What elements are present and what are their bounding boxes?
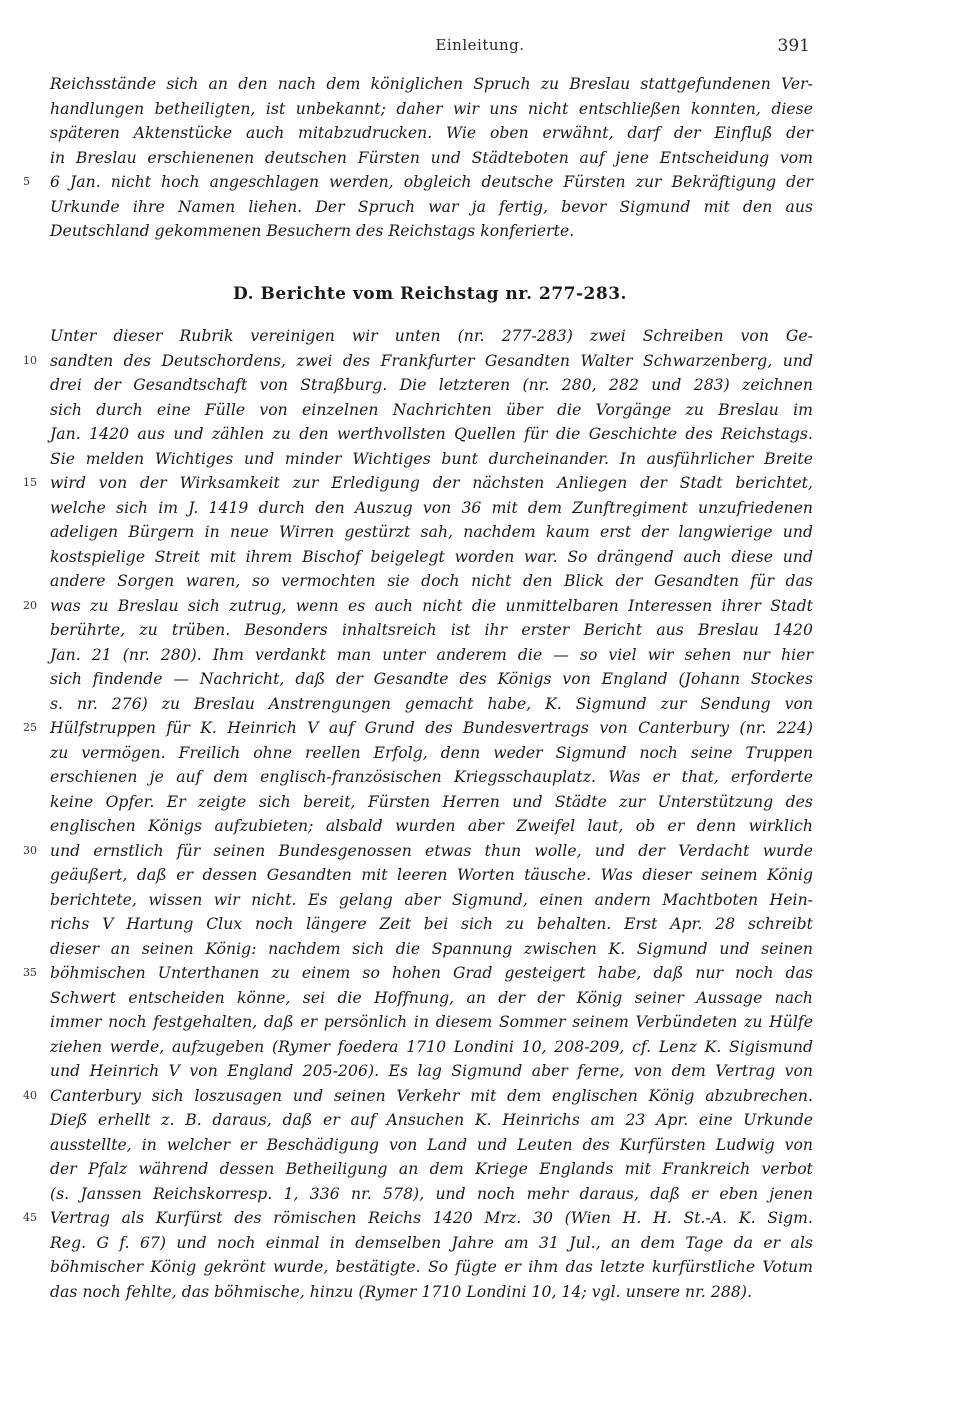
intro-paragraph [23,72,813,244]
text-line [50,765,813,790]
line-text: Canterbury sich loszusagen und seinen Verkehr mit dem englischen König abzubrechen. [50,1086,813,1105]
line-number: 20 [23,598,38,612]
line-text: Vertrag als Kurfürst des römischen Reichs 1420 Mrz. 30 (Wien H. H. St.-A. K. Sigm. [50,1209,813,1227]
line-text: andere Sorgen waren, so vermochten sie doch nicht den Blick der Gesandten für das [50,572,813,590]
line-text: böhmischen Unterthanen zu einem so hohen Grad gesteigert habe, daß nur noch das [50,964,813,982]
line-text: Jan. 21 (nr. 280). Ihm verdankt man unter anderem die — so viel wir sehen nur hier [50,645,813,664]
line-text: (s. Janssen Reichskorresp. 1, 336 nr. 578), und noch mehr daraus, daß er eben jenen [50,1184,813,1203]
text-line [50,72,813,97]
line-text: ausstellte, in welcher er Beschädigung von Land und Leuten des Kurfürsten Ludwig von [50,1135,813,1154]
text-line [23,1084,813,1109]
text-line [50,447,813,472]
line-text: späteren Aktenstücke auch mitabzudrucken. Wie oben erwähnt, darf der Einfluß der [50,124,813,142]
text-line [50,219,813,244]
line-text: sich durch eine Fülle von einzelnen Nachrichten über die Vorgänge zu Breslau im [50,400,813,419]
line-text: 6 Jan. nicht hoch angeschlagen werden, obgleich deutsche Fürsten zur Bekräftigung der [50,173,813,191]
text-line [23,349,813,374]
line-text: und ernstlich für seinen Bundesgenossen etwas thun wolle, und der Verdacht wurde [50,841,813,860]
line-text: böhmischer König gekrönt wurde, bestätigte. So fügte er ihm das letzte kurfürstliche Votum [50,1258,813,1276]
text-line [50,97,813,122]
text-line [23,961,813,986]
line-text: Reichsstände sich an den nach dem königlichen Spruch zu Breslau stattgefundenen Ver- [50,75,813,93]
text-line [50,643,813,668]
line-text: s. nr. 276) zu Breslau Anstrengungen gemacht habe, K. Sigmund zur Sendung von [50,694,813,713]
line-number: 45 [23,1211,38,1224]
line-text: was zu Breslau sich zutrug, wenn es auch nicht die unmittelbaren Interessen ihrer Stadt [50,596,813,615]
text-line [50,520,813,545]
text-line [23,1206,813,1231]
text-line [50,373,813,398]
text-line [50,937,813,962]
running-head-title: Einleitung. [435,36,525,54]
line-text: drei der Gesandtschaft von Straßburg. Die letzteren (nr. 280, 282 und 283) zeichnen [50,376,813,394]
text-line [50,1133,813,1158]
line-number: 5 [23,175,31,188]
text-line [50,422,813,447]
line-text: richs V Hartung Clux noch längere Zeit bei sich zu behalten. Erst Apr. 28 schreibt [50,915,813,933]
text-line [50,569,813,594]
text-line [50,121,813,146]
line-text: ziehen werde, aufzugeben (Rymer foedera 1710 Londini 10, 208-209, cf. Lenz K. Sigismund [50,1037,813,1056]
line-text: Urkunde ihre Namen liehen. Der Spruch war ja fertig, bevor Sigmund mit den aus [50,197,813,216]
text-line [23,170,813,195]
text-line [50,667,813,692]
text-line [50,692,813,717]
line-text: immer noch festgehalten, daß er persönlich in diesem Sommer seinem Verbündeten zu Hülfe [50,1013,813,1031]
section-body-paragraph [23,324,813,1304]
line-number: 40 [23,1088,38,1102]
line-text: Deutschland gekommenen Besuchern des Reichstags konferierte. [50,222,575,240]
text-line [50,1182,813,1207]
line-text: welche sich im J. 1419 durch den Auszug von 36 mit dem Zunftregiment unzufriedenen [50,498,813,517]
text-line [50,618,813,643]
text-line [50,1231,813,1256]
text-line [50,1010,813,1035]
line-text: Sie melden Wichtiges und minder Wichtiges bunt durcheinander. In ausführlicher Breite [50,449,813,468]
text-line [50,545,813,570]
line-text: Reg. G f. 67) und noch einmal in demselben Jahre am 31 Jul., an dem Tage da er als [50,1233,813,1252]
line-text: berührte, zu trüben. Besonders inhaltsreich ist ihr erster Bericht aus Breslau 1420 [50,621,813,639]
text-line [50,398,813,423]
line-text: in Breslau erschienenen deutschen Fürsten und Städteboten auf jene Entscheidung vom [50,148,813,167]
text-line [50,195,813,220]
text-line [23,471,813,496]
text-line [23,594,813,619]
line-text: sich findende — Nachricht, daß der Gesandte des Königs von England (Johann Stockes [50,670,813,688]
line-text: dieser an seinen König: nachdem sich die Spannung zwischen K. Sigmund und seinen [50,939,813,958]
text-line [50,912,813,937]
line-text: geäußert, daß er dessen Gesandten mit leeren Worten täusche. Was dieser seinem König [50,866,813,884]
text-line [50,1059,813,1084]
text-line [23,716,813,741]
page-number: 391 [777,36,810,56]
text-line [50,1255,813,1280]
line-text: Jan. 1420 aus und zählen zu den werthvollsten Quellen für die Geschichte des Reichstags. [50,425,813,443]
text-line [23,839,813,864]
text-line [50,146,813,171]
line-text: wird von der Wirksamkeit zur Erledigung der nächsten Anliegen der Stadt berichtet, [50,474,813,492]
line-text: keine Opfer. Er zeigte sich bereit, Fürsten Herren und Städte zur Unterstützung des [50,792,813,811]
text-line [50,1280,813,1305]
text-line [50,790,813,815]
line-text: der Pfalz während dessen Betheiligung an dem Kriege Englands mit Frankreich verbot [50,1160,813,1178]
line-text: kostspielige Streit mit ihrem Bischof beigelegt worden war. So drängend auch diese und [50,547,813,566]
text-line [50,496,813,521]
text-line [50,863,813,888]
text-line [50,986,813,1011]
line-number: 35 [23,966,38,979]
text-line [50,1035,813,1060]
line-number: 10 [23,353,38,367]
line-text: das noch fehlte, das böhmische, hinzu (Rymer 1710 Londini 10, 14; vgl. unsere nr. 288). [50,1282,752,1301]
text-line [50,324,813,349]
line-text: berichtete, wissen wir nicht. Es gelang aber Sigmund, einen andern Machtboten Hein- [50,890,813,909]
line-text: erschienen je auf dem englisch-französischen Kriegsschauplatz. Was er that, erforderte [50,768,813,786]
line-number: 15 [23,476,38,489]
section-heading: D. Berichte vom Reichstag nr. 277-283. [233,284,627,304]
line-text: adeligen Bürgern in neue Wirren gestürzt sah, nachdem kaum erst der langwierige und [50,523,813,541]
text-line [50,741,813,766]
line-text: Schwert entscheiden könne, sei die Hoffnung, an der der König seiner Aussage nach [50,988,813,1007]
line-text: Dieß erhellt z. B. daraus, daß er auf Ansuchen K. Heinrichs am 23 Apr. eine Urkunde [50,1111,813,1129]
text-line [50,1157,813,1182]
line-number: 25 [23,721,38,734]
line-text: zu vermögen. Freilich ohne reellen Erfolg, denn weder Sigmund noch seine Truppen [50,743,813,762]
line-text: Unter dieser Rubrik vereinigen wir unten (nr. 277-283) zwei Schreiben von Ge- [50,327,813,345]
line-text: englischen Königs aufzubieten; alsbald wurden aber Zweifel laut, ob er denn wirklich [50,817,813,835]
text-line [50,1108,813,1133]
line-number: 30 [23,843,38,857]
text-line [50,888,813,913]
line-text: Hülfstruppen für K. Heinrich V auf Grund des Bundesvertrags von Canterbury (nr. 224) [50,719,813,737]
line-text: sandten des Deutschordens, zwei des Frankfurter Gesandten Walter Schwarzenberg, und [50,351,813,370]
text-line [50,814,813,839]
line-text: handlungen betheiligten, ist unbekannt; daher wir uns nicht entschließen konnten, diese [50,99,813,118]
running-head [0,36,960,60]
line-text: und Heinrich V von England 205-206). Es lag Sigmund aber ferne, von dem Vertrag von [50,1062,813,1080]
